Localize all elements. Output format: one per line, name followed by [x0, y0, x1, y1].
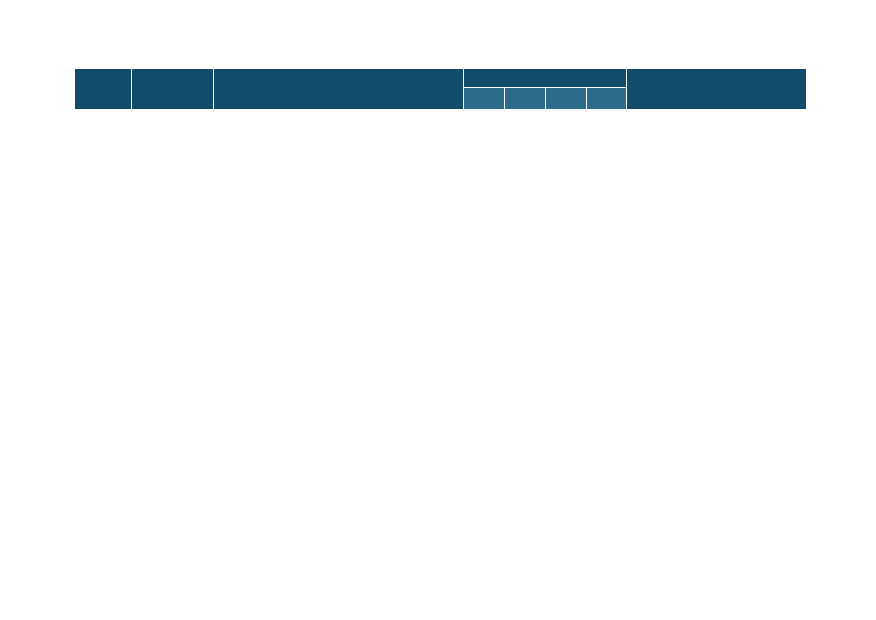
header-timeframe [464, 69, 627, 88]
work-plan-table [74, 68, 807, 110]
footer [74, 575, 82, 586]
header-ref [75, 69, 132, 110]
header-q4 [587, 88, 627, 110]
header-q2 [505, 88, 546, 110]
header-activity [214, 69, 464, 110]
header-q1 [464, 88, 505, 110]
header-notes [627, 69, 807, 110]
header-q3 [546, 88, 587, 110]
header-strategic-risk [132, 69, 214, 110]
